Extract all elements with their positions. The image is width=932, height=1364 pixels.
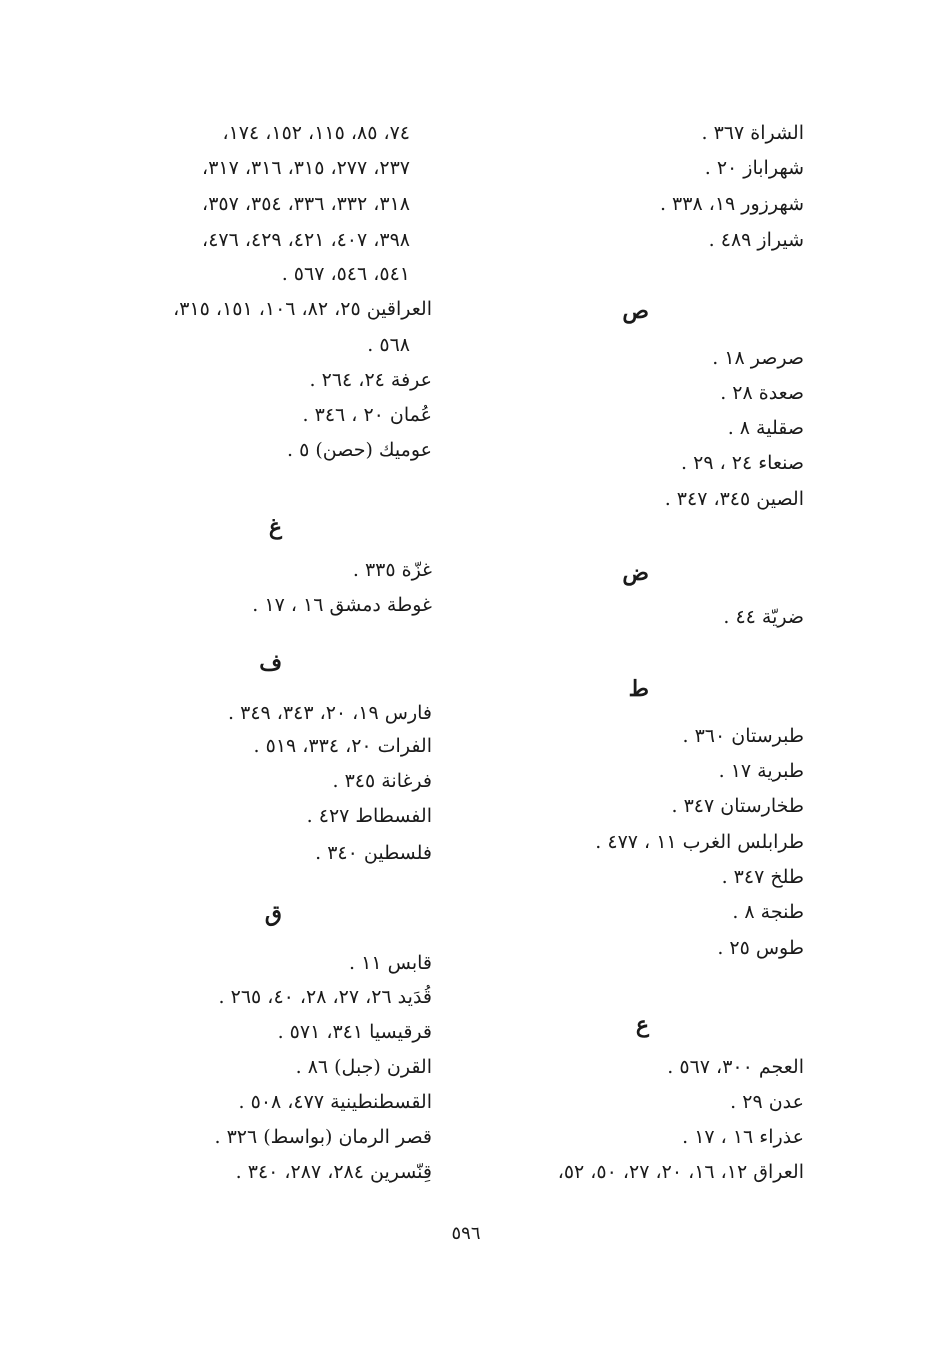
index-entry: قِنّسرين ٢٨٤، ٢٨٧، ٣٤٠ . (235, 1161, 432, 1183)
section-letter-qaf: ق (264, 901, 282, 927)
index-entry: طوس ٢٥ . (717, 937, 804, 959)
index-entry: فرغانة ٣٤٥ . (332, 770, 432, 792)
index-entry-continuation: ٧٤، ٨٥، ١١٥، ١٥٢، ١٧٤، (222, 122, 410, 144)
section-letter-ghain: غ (268, 514, 282, 540)
index-entry: القرن (جبل) ٨٦ . (295, 1056, 432, 1078)
index-entry-continuation: ٥٤١، ٥٤٦، ٥٦٧ . (281, 263, 410, 285)
index-entry: القسطنطينية ٤٧٧، ٥٠٨ . (238, 1091, 432, 1113)
index-entry: قرقيسيا ٣٤١، ٥٧١ . (277, 1021, 432, 1043)
index-entry: عذراء ١٦ ، ١٧ . (682, 1126, 804, 1148)
section-letter-ain: ع (635, 1012, 649, 1038)
index-entry: عرفة ٢٤، ٢٦٤ . (309, 369, 432, 391)
index-entry: طرابلس الغرب ١١ ، ٤٧٧ . (595, 831, 804, 853)
index-entry: طخارستان ٣٤٧ . (671, 795, 804, 817)
section-letter-sad: ص (622, 298, 649, 324)
index-entry: طنجة ٨ . (732, 901, 804, 923)
index-entry: العراق ١٢، ١٦، ٢٠، ٢٧، ٥٠، ٥٢، (557, 1161, 804, 1183)
index-entry-continuation: ٥٦٨ . (367, 334, 410, 356)
section-letter-dad: ض (622, 560, 649, 586)
index-entry: عوميك (حصن) ٥ . (287, 439, 432, 461)
index-entry: طبرية ١٧ . (718, 760, 804, 782)
index-entry: غزّة ٣٣٥ . (352, 559, 432, 581)
index-entry: العجم ٣٠٠، ٥٦٧ . (667, 1056, 804, 1078)
index-entry-continuation: ٣١٨، ٣٣٢، ٣٣٦، ٣٥٤، ٣٥٧، (202, 193, 410, 215)
index-entry: شهرزور ١٩، ٣٣٨ . (659, 193, 804, 215)
index-entry: عدن ٢٩ . (730, 1091, 804, 1113)
index-entry: قابس ١١ . (349, 952, 432, 974)
index-entry-continuation: ٢٣٧، ٢٧٧، ٣١٥، ٣١٦، ٣١٧، (202, 157, 410, 179)
index-entry: صقلية ٨ . (727, 417, 804, 439)
index-entry: طلخ ٣٤٧ . (721, 866, 804, 888)
index-entry: قصر الرمان (بواسط) ٣٢٦ . (214, 1126, 432, 1148)
index-entry: العراقين ٢٥، ٨٢، ١٠٦، ١٥١، ٣١٥، (173, 298, 432, 320)
section-letter-fa: ف (259, 650, 282, 676)
index-entry: الفرات ٢٠، ٣٣٤، ٥١٩ . (253, 735, 432, 757)
index-entry: الفسطاط ٤٢٧ . (306, 805, 432, 827)
index-entry: فلسطين ٣٤٠ . (315, 842, 432, 864)
index-entry: ضريّة ٤٤ . (723, 606, 804, 628)
section-letter-ta: ط (628, 676, 649, 702)
index-entry-continuation: ٣٩٨، ٤٠٧، ٤٢١، ٤٢٩، ٤٧٦، (202, 229, 410, 251)
index-entry: صعدة ٢٨ . (720, 382, 804, 404)
index-entry: صنعاء ٢٤ ، ٢٩ . (681, 452, 804, 474)
index-entry: الشراة ٣٦٧ . (701, 122, 804, 144)
page-number: ٥٩٦ (451, 1223, 481, 1244)
index-entry: فارس ١٩، ٢٠، ٣٤٣، ٣٤٩ . (228, 702, 432, 724)
index-entry: عُمان ٢٠ ، ٣٤٦ . (302, 404, 432, 426)
index-entry: الصين ٣٤٥، ٣٤٧ . (664, 488, 804, 510)
index-entry: شهراباز ٢٠ . (704, 157, 804, 179)
index-entry: طبرستان ٣٦٠ . (682, 725, 804, 747)
index-entry: قُدَيد ٢٦، ٢٧، ٢٨، ٤٠، ٢٦٥ . (218, 986, 432, 1008)
index-entry: غوطة دمشق ١٦ ، ١٧ . (252, 594, 432, 616)
index-entry: شيراز ٤٨٩ . (708, 229, 804, 251)
index-entry: صرصر ١٨ . (712, 347, 804, 369)
